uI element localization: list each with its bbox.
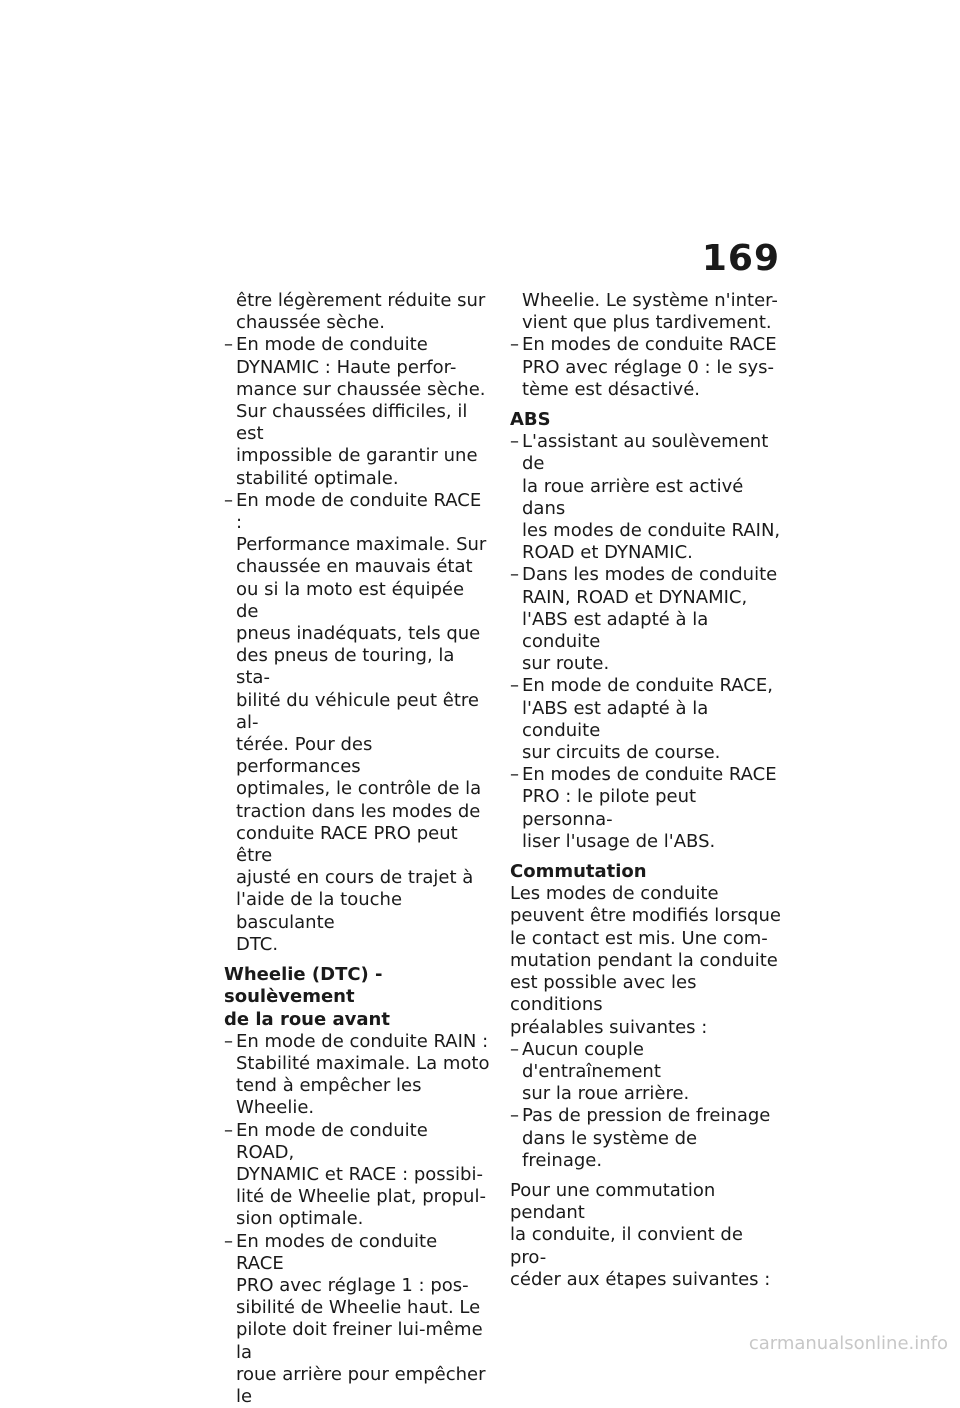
text-line: peuvent être modifiés lorsque xyxy=(510,905,781,927)
text-line: Les modes de conduite xyxy=(510,883,719,905)
text-line: DYNAMIC : Haute perfor- xyxy=(236,356,457,378)
list-item xyxy=(510,1105,782,1172)
dash-marker: – xyxy=(224,1230,233,1252)
dash-marker: – xyxy=(510,1105,519,1127)
text-line: térée. Pour des performances xyxy=(236,734,373,778)
left-column xyxy=(224,290,490,1408)
text-line: sur route. xyxy=(522,653,610,675)
bullet-list xyxy=(224,1031,490,1408)
text-line: sur circuits de course. xyxy=(522,742,721,764)
page-number: 169 xyxy=(701,238,780,279)
text-line: sion optimale. xyxy=(236,1208,364,1230)
list-item xyxy=(510,1039,782,1106)
watermark: carmanualsonline.info xyxy=(748,1333,948,1354)
list-item xyxy=(224,1120,490,1231)
text-line: ou si la moto est équipée de xyxy=(236,578,465,622)
list-item xyxy=(224,1231,490,1408)
text-line: dans le système de freinage. xyxy=(522,1127,698,1171)
text-line: chaussée sèche. xyxy=(236,312,385,334)
text-line: des pneus de touring, la sta- xyxy=(236,645,455,689)
commutation-paragraph xyxy=(510,883,782,1038)
dash-marker: – xyxy=(510,1038,519,1060)
text-line: En modes de conduite RACE xyxy=(522,334,777,356)
text-line: être légèrement réduite sur xyxy=(236,290,486,311)
bullet-list xyxy=(510,1039,782,1172)
text-line: Pour une commutation pendant xyxy=(510,1179,716,1224)
text-line: tend à empêcher les Wheelie. xyxy=(236,1075,422,1119)
text-line: Dans les modes de conduite xyxy=(522,564,778,586)
text-line: pneus inadéquats, tels que xyxy=(236,623,481,645)
dash-marker: – xyxy=(510,334,519,356)
text-line: les modes de conduite RAIN, xyxy=(522,520,781,542)
right-column xyxy=(510,290,782,1291)
text-line: ROAD et DYNAMIC. xyxy=(522,542,693,564)
text-line: Stabilité maximale. La moto xyxy=(236,1052,490,1074)
text-line: pilote doit freiner lui-même la xyxy=(236,1319,483,1363)
text-line: Wheelie (DTC) - soulèvement xyxy=(224,964,383,1008)
text-line: optimales, le contrôle de la xyxy=(236,778,482,800)
list-item xyxy=(510,431,782,564)
text-line: En mode de conduite RACE : xyxy=(236,489,482,534)
text-line: sibilité de Wheelie haut. Le xyxy=(236,1297,481,1319)
text-line: Pas de pression de freinage xyxy=(522,1105,771,1127)
text-line: En mode de conduite RACE, xyxy=(522,675,773,697)
text-line: En modes de conduite RACE xyxy=(236,1230,438,1274)
text-line: le contact est mis. Une com- xyxy=(510,927,768,949)
list-item xyxy=(224,490,490,956)
text-line: traction dans les modes de xyxy=(236,800,481,822)
text-line: L'assistant au soulèvement de xyxy=(522,431,769,475)
text-line: préalables suivantes : xyxy=(510,1016,708,1038)
dash-marker: – xyxy=(224,1030,233,1052)
text-line: roue arrière pour empêcher le xyxy=(236,1363,486,1407)
text-line: En mode de conduite RAIN : xyxy=(236,1030,489,1052)
list-item xyxy=(510,564,782,675)
text-line: de la roue avant xyxy=(224,1008,390,1030)
text-line: l'ABS est adapté à la conduite xyxy=(522,608,709,653)
text-line: Sur chaussées difficiles, il est xyxy=(236,401,468,445)
section-heading-wheelie xyxy=(224,964,490,1031)
text-line: PRO avec réglage 1 : pos- xyxy=(236,1274,469,1296)
text-line: impossible de garantir une xyxy=(236,445,478,467)
text-line: liser l'usage de l'ABS. xyxy=(522,830,716,852)
dash-marker: – xyxy=(224,489,233,511)
bullet-list xyxy=(510,334,782,401)
dash-marker: – xyxy=(510,675,519,697)
text-line: mance sur chaussée sèche. xyxy=(236,378,486,400)
list-item xyxy=(510,334,782,401)
text-line: bilité du véhicule peut être al- xyxy=(236,689,479,733)
intro-paragraph xyxy=(510,290,782,334)
text-line: DYNAMIC et RACE : possibi- xyxy=(236,1163,483,1185)
text-line: stabilité optimale. xyxy=(236,467,399,489)
text-line: RAIN, ROAD et DYNAMIC, xyxy=(522,586,748,608)
dash-marker: – xyxy=(510,564,519,586)
list-item xyxy=(510,764,782,853)
dash-marker: – xyxy=(224,1119,233,1141)
list-item xyxy=(224,1031,490,1120)
dash-marker: – xyxy=(510,764,519,786)
dash-marker: – xyxy=(224,334,233,356)
text-line: Performance maximale. Sur xyxy=(236,534,487,556)
section-heading-commutation: Commutation xyxy=(510,861,647,883)
bullet-list xyxy=(224,334,490,956)
text-line: est possible avec les conditions xyxy=(510,972,697,1016)
closing-paragraph xyxy=(510,1180,782,1291)
text-line: DTC. xyxy=(236,933,279,955)
bullet-list xyxy=(510,431,782,853)
text-line: En mode de conduite xyxy=(236,334,428,356)
text-line: la conduite, il convient de pro- xyxy=(510,1224,743,1268)
text-line: céder aux étapes suivantes : xyxy=(510,1268,771,1290)
text-line: lité de Wheelie plat, propul- xyxy=(236,1186,486,1208)
text-line: sur la roue arrière. xyxy=(522,1083,690,1105)
text-line: l'ABS est adapté à la conduite xyxy=(522,697,709,741)
text-line: chaussée en mauvais état xyxy=(236,556,473,578)
text-line: Aucun couple d'entraînement xyxy=(522,1038,661,1082)
text-line: l'aide de la touche basculante xyxy=(236,889,403,933)
list-item xyxy=(224,334,490,489)
list-item xyxy=(510,675,782,764)
text-line: ajusté en cours de trajet à xyxy=(236,867,474,889)
text-line: la roue arrière est activé dans xyxy=(522,475,744,519)
text-line: Wheelie. Le système n'inter- xyxy=(522,290,778,311)
text-line: vient que plus tardivement. xyxy=(522,312,772,334)
dash-marker: – xyxy=(510,431,519,453)
text-line: En modes de conduite RACE xyxy=(522,764,777,786)
text-line: conduite RACE PRO peut être xyxy=(236,822,458,867)
text-line: PRO avec réglage 0 : le sys- xyxy=(522,356,775,378)
text-line: PRO : le pilote peut personna- xyxy=(522,786,697,830)
text-line: tème est désactivé. xyxy=(522,378,701,400)
intro-paragraph xyxy=(224,290,490,334)
section-heading-abs: ABS xyxy=(510,409,551,431)
text-line: mutation pendant la conduite xyxy=(510,949,778,971)
text-line: En mode de conduite ROAD, xyxy=(236,1119,428,1163)
